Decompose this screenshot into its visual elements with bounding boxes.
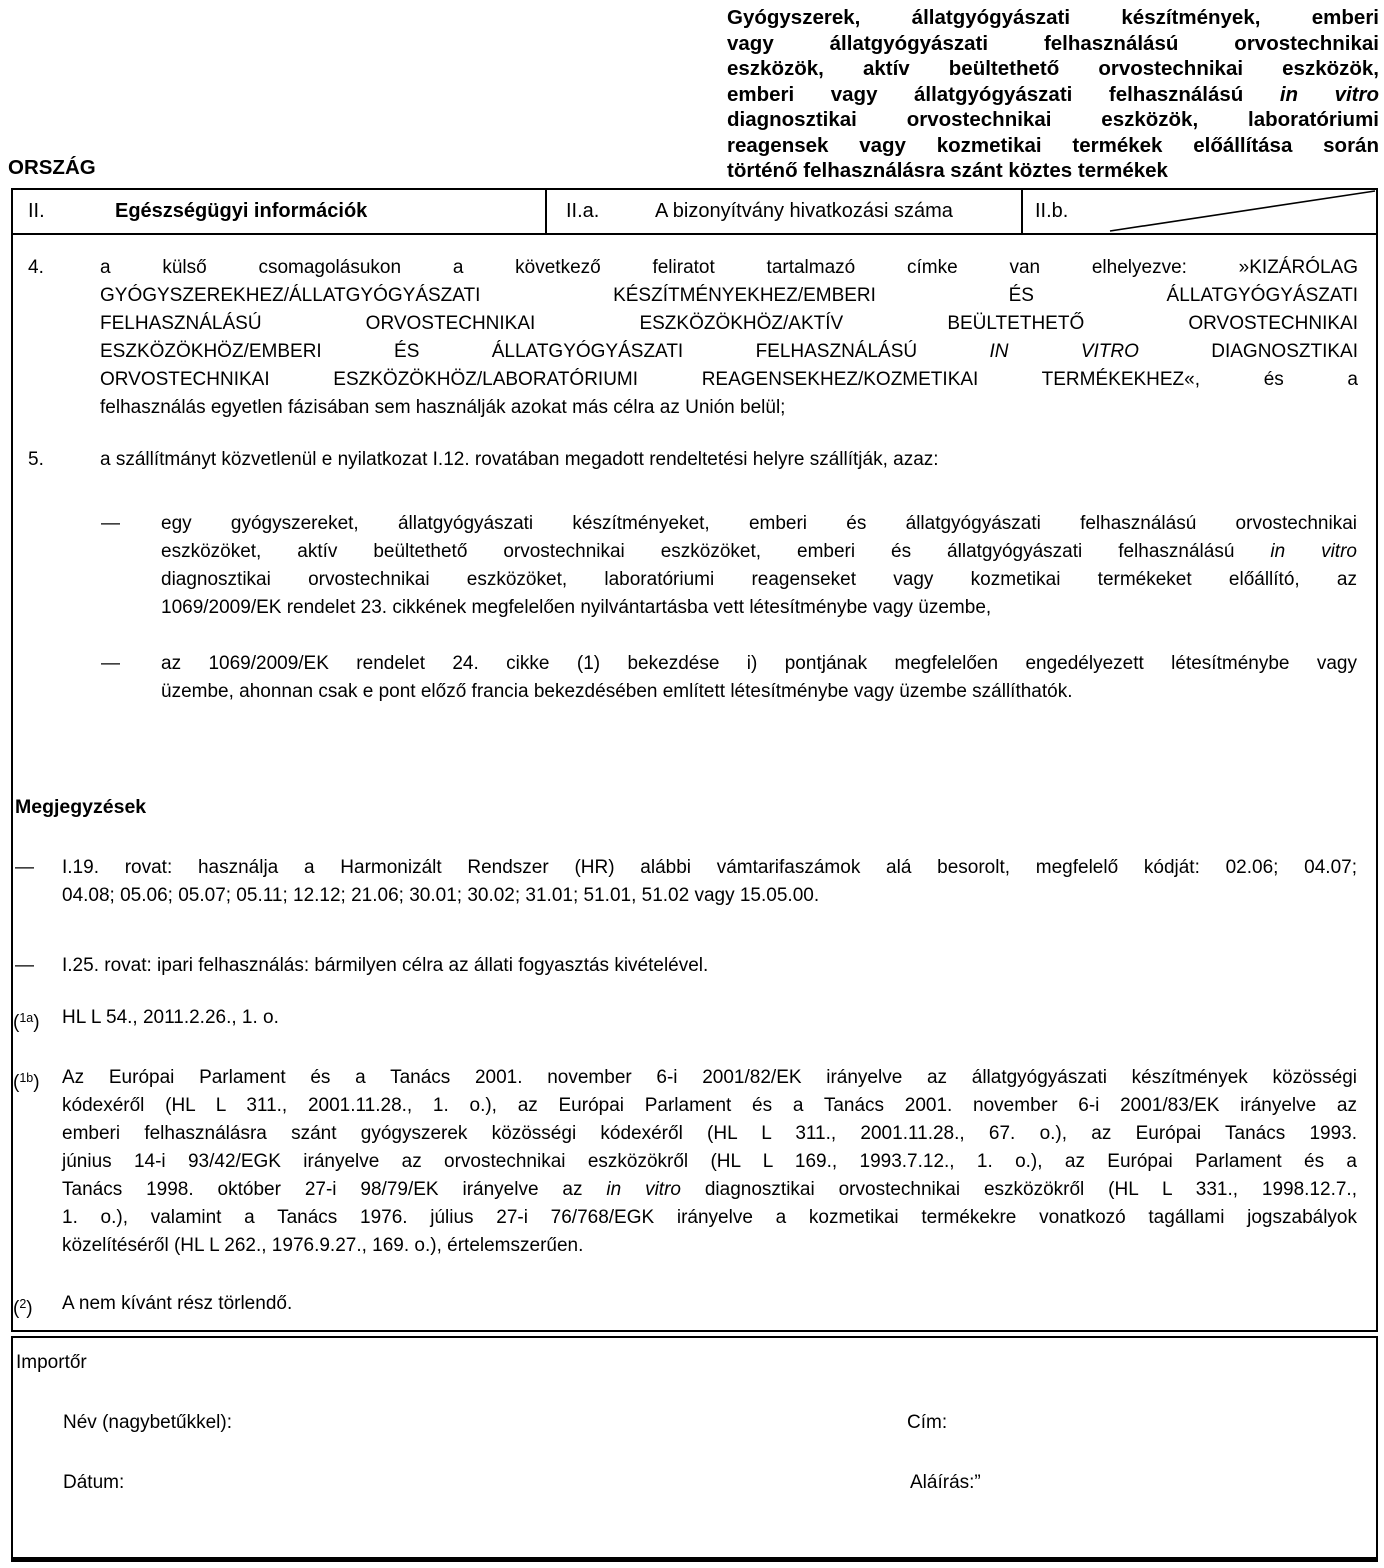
text-line: FELHASZNÁLÁSÚ ORVOSTECHNIKAI ESZKÖZÖKHÖZ/AKTÍV BEÜLTETHETŐ ORVOSTECHNIKAI: [100, 313, 1358, 334]
address-field-label: Cím:: [907, 1412, 948, 1433]
bullet-dash: —: [101, 653, 120, 674]
cell-code: II.b.: [1035, 200, 1069, 222]
italic-in-vitro: in vitro: [606, 1179, 681, 1200]
text-line: egy gyógyszereket, állatgyógyászati készítményeket, emberi és állatgyógyászati felhasználású orvostechnikai: [161, 513, 1357, 534]
title-line: vagy állatgyógyászati felhasználású orvostechnikai: [727, 31, 1379, 55]
text-line: felhasználás egyetlen fázisában sem használják azokat más célra az Unión belül;: [100, 397, 786, 418]
note-text: [62, 854, 1357, 910]
title-line: diagnosztikai orvostechnikai eszközök, laboratóriumi: [727, 108, 1379, 131]
name-field-label: Név (nagybetűkkel):: [63, 1412, 232, 1433]
bullet-dash: —: [101, 513, 120, 534]
text-line: GYÓGYSZEREKHEZ/ÁLLATGYÓGYÁSZATI KÉSZÍTMÉNYEKHEZ/EMBERI ÉS ÁLLATGYÓGYÁSZATI: [100, 285, 1358, 306]
table-header-row: [13, 190, 1376, 235]
italic-in-vitro: in vitro: [1279, 82, 1379, 106]
importer-heading: Importőr: [16, 1352, 87, 1373]
text-line: az 1069/2009/EK rendelet 24. cikke (1) bekezdése i) pontjának megfelelően engedélyezett létesítménybe vagy: [161, 653, 1357, 674]
italic-in-vitro: IN VITRO: [989, 341, 1139, 362]
footnote-text: A nem kívánt rész törlendő.: [62, 1293, 293, 1314]
item-number: 4.: [28, 257, 44, 278]
item-text: [100, 254, 1358, 422]
item-number: 5.: [28, 449, 44, 470]
text-line: közelítéséről (HL L 262., 1976.9.27., 169. o.), értelemszerűen.: [62, 1235, 584, 1256]
cell-strike-diagonal: [1025, 190, 1376, 233]
note-text: I.25. rovat: ipari felhasználás: bármilyen célra az állati fogyasztás kivételével.: [62, 955, 709, 976]
text-line: 04.08; 05.06; 05.07; 05.11; 12.12; 21.06; 30.01; 30.02; 31.01; 51.01, 51.02 vagy 15.05.00.: [62, 885, 820, 906]
text-line: a külső csomagolásukon a következő feliratot tartalmazó címke van elhelyezve: »KIZÁRÓLAG: [100, 257, 1358, 278]
text-line: üzembe, ahonnan csak e pont előző francia bekezdésében említett létesítménybe vagy üzembe szállíthatók.: [161, 681, 1073, 702]
text-line: diagnosztikai orvostechnikai eszközöket, laboratóriumi reagenseket vagy kozmetikai termékeket előállító, az: [161, 569, 1357, 590]
title-line: Gyógyszerek, állatgyógyászati készítmények, emberi: [727, 6, 1379, 29]
text-line: Az Európai Parlament és a Tanács 2001. november 6-i 2001/82/EK irányelve az állatgyógyászati készítmények közösségi: [62, 1067, 1357, 1088]
text-line: kódexéről (HL L 311., 2001.11.28., 1. o.), az Európai Parlament és a Tanács 2001. november 6-i 2001/83/EK irányelve az: [62, 1095, 1357, 1116]
footnote-marker: ($^2$): [13, 1297, 33, 1319]
header-cell-certificate-reference: [549, 190, 1023, 233]
text-line: június 14-i 93/42/EGK irányelve az orvostechnikai eszközökről (HL L 169., 1993.7.12., 1. o.), az Európai Parlament és a: [62, 1151, 1357, 1172]
title-line: emberi vagy állatgyógyászati felhasználású in vitro: [727, 82, 1379, 106]
header-cell-iib: [1025, 190, 1376, 233]
text-line: ESZKÖZÖKHÖZ/EMBERI ÉS ÁLLATGYÓGYÁSZATI FELHASZNÁLÁSÚ IN VITRO DIAGNOSZTIKAI: [100, 341, 1358, 362]
document-title: [727, 5, 1379, 184]
importer-section: [11, 1336, 1378, 1562]
title-line: eszközök, aktív beültethető orvostechnikai eszközök,: [727, 57, 1379, 80]
cell-label: A bizonyítvány hivatkozási száma: [655, 200, 953, 222]
cell-label: Egészségügyi információk: [115, 200, 368, 222]
footnote-text: HL L 54., 2011.2.26., 1. o.: [62, 1007, 279, 1028]
footnote-marker: ($^{1a}$): [13, 1011, 40, 1033]
item-text: a szállítmányt közvetlenül e nyilatkozat I.12. rovatában megadott rendeltetési helyre szállítják, azaz:: [100, 449, 939, 470]
country-label: ORSZÁG: [8, 156, 96, 179]
bullet-text: [161, 650, 1357, 706]
header-cell-health-info: [13, 190, 547, 233]
title-line: reagensek vagy kozmetikai termékek előállítása során: [727, 133, 1379, 157]
italic-in-vitro: in vitro: [1270, 541, 1357, 562]
health-information-section: [11, 188, 1378, 1332]
text-line: 1. o.), valamint a Tanács 1976. július 27-i 76/768/EGK irányelve a kozmetikai termékekre vonatkozó tagállami jogszabályok: [62, 1207, 1357, 1228]
cell-code: II.: [28, 200, 45, 222]
signature-field-label: Aláírás:”: [910, 1472, 981, 1493]
notes-heading: Megjegyzések: [15, 796, 147, 818]
title-line: történő felhasználásra szánt köztes termékek: [727, 159, 1168, 182]
text-line: emberi felhasználásra szánt gyógyszerek közösségi kódexéről (HL L 311., 2001.11.28., 67. o.), az Európai Tanács 1993.: [62, 1123, 1357, 1144]
text-line: eszközöket, aktív beültethető orvostechnikai eszközöket, emberi és állatgyógyászati felhasználású in vitro: [161, 541, 1357, 562]
note-dash: —: [15, 857, 34, 878]
bullet-text: [161, 510, 1357, 622]
footnote-text: [62, 1064, 1357, 1260]
note-dash: —: [15, 955, 34, 976]
text-line: 1069/2009/EK rendelet 23. cikkének megfelelően nyilvántartásba vett létesítménybe vagy üzembe,: [161, 597, 992, 618]
cell-code: II.a.: [566, 200, 600, 222]
text-line: I.19. rovat: használja a Harmonizált Rendszer (HR) alábbi vámtarifaszámok alá besorolt, megfelelő kódját: 02.06; 04.07;: [62, 857, 1357, 878]
text-line: ORVOSTECHNIKAI ESZKÖZÖKHÖZ/LABORATÓRIUMI REAGENSEKHEZ/KOZMETIKAI TERMÉKEKHEZ«, és a: [100, 369, 1358, 390]
text-line: Tanács 1998. október 27-i 98/79/EK irányelve az in vitro diagnosztikai orvostechnikai eszközökről (HL L 331., 1998.12.7.,: [62, 1179, 1357, 1200]
footnote-marker: ($^{1b}$): [13, 1071, 40, 1093]
date-field-label: Dátum:: [63, 1472, 125, 1493]
